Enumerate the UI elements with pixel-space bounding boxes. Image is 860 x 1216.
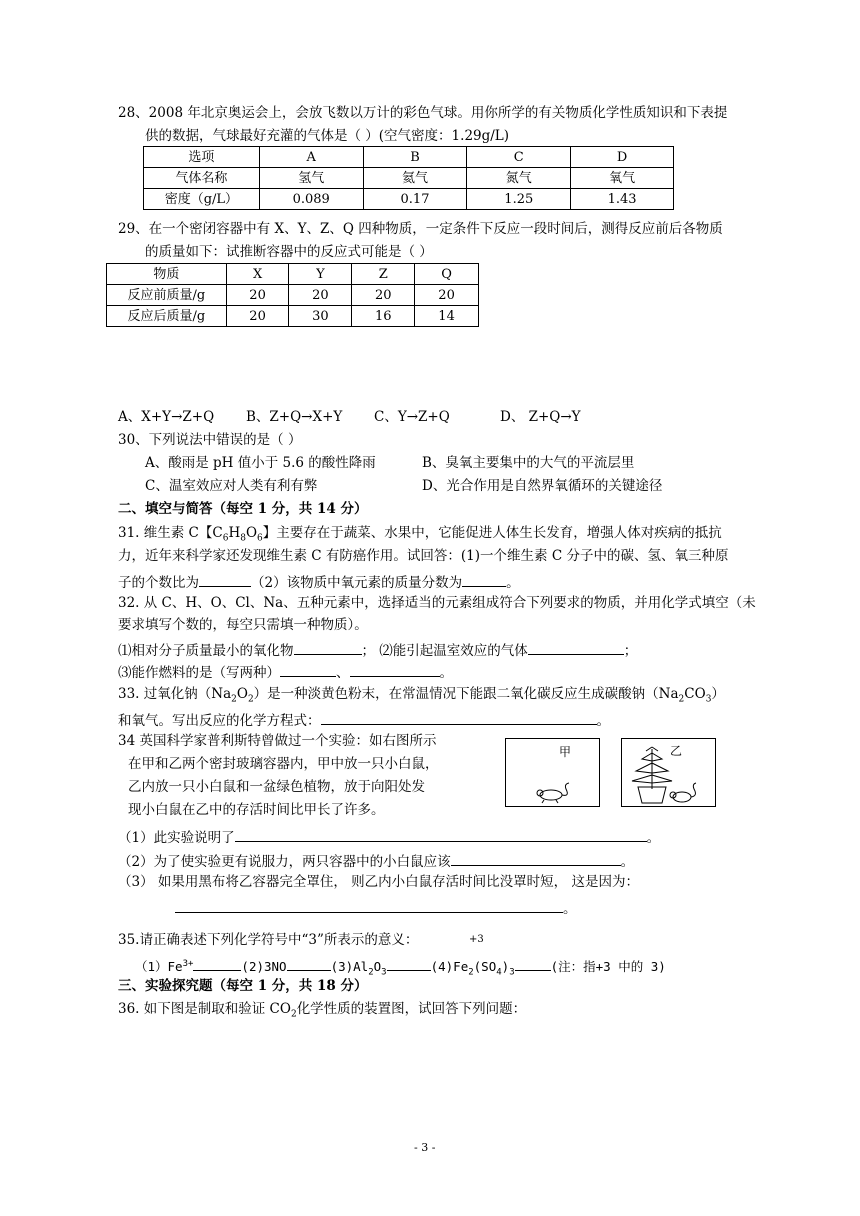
q33-sub: 2 bbox=[247, 694, 254, 705]
q34-line3: 乙内放一只小白鼠和一盆绿色植物，放于向阳处发 bbox=[128, 779, 425, 795]
q33-text: CO bbox=[684, 686, 706, 702]
table-cell: 氮气 bbox=[467, 168, 571, 189]
q30-option-b: B、臭氧主要集中的大气的平流层里 bbox=[422, 455, 635, 471]
q35-text: （1）Fe bbox=[135, 959, 183, 974]
q32-text: ； bbox=[623, 643, 638, 659]
q34-text: （1）此实验说明了 bbox=[118, 830, 235, 846]
q29-line2: 的质量如下：试推断容器中的反应式可能是（ ） bbox=[145, 244, 433, 260]
q31-text: 。 bbox=[506, 575, 520, 591]
table-cell: 20 bbox=[415, 285, 479, 306]
answer-blank[interactable] bbox=[350, 663, 440, 677]
table-header: Y bbox=[289, 264, 352, 285]
q30-stem: 30、下列说法中错误的是（ ） bbox=[118, 432, 302, 448]
q33-sub: 3 bbox=[705, 694, 712, 705]
q35-text: (注：指+3 中的 3) bbox=[550, 959, 666, 974]
table-cell: 20 bbox=[226, 285, 289, 306]
q35-text: (2)3NO bbox=[241, 959, 287, 974]
q31-line1 bbox=[118, 525, 722, 544]
table-cell: 氢气 bbox=[259, 168, 363, 189]
q35-sup: 3+ bbox=[182, 958, 194, 969]
q34-text: 。 bbox=[620, 854, 635, 870]
table-cell: 16 bbox=[352, 306, 415, 327]
container-jia-figure bbox=[505, 738, 600, 807]
q34-sub1 bbox=[118, 828, 660, 846]
q29-option-b: B、Z+Q→X+Y bbox=[246, 409, 343, 425]
table-row bbox=[107, 264, 479, 285]
q35-sub: 2 bbox=[468, 967, 474, 978]
answer-blank[interactable] bbox=[235, 828, 647, 842]
table-header: D bbox=[571, 147, 674, 168]
table-row bbox=[107, 285, 479, 306]
q33-text: 。 bbox=[596, 713, 610, 729]
q32-text: ⑶能作燃料的是（写两种） bbox=[118, 665, 280, 681]
q36-sub: 2 bbox=[290, 1009, 297, 1020]
table-cell: 30 bbox=[289, 306, 352, 327]
q33-text: 和氧气。写出反应的化学方程式： bbox=[118, 713, 321, 729]
table-header: Q bbox=[415, 264, 479, 285]
figure-label-jia: 甲 bbox=[559, 745, 572, 759]
table-cell: 14 bbox=[415, 306, 479, 327]
table-cell: 气体名称 bbox=[144, 168, 260, 189]
mouse-icon bbox=[622, 739, 715, 806]
q34-sub3-answer bbox=[175, 899, 577, 917]
q32-text: 、 bbox=[336, 665, 350, 681]
q34-sub3: （3） 如果用黑布将乙容器完全罩住， 则乙内小白鼠存活时间比没罩时短， 这是因为： bbox=[118, 874, 639, 890]
answer-blank[interactable] bbox=[528, 641, 624, 655]
q32-text: ； ⑵能引起温室效应的气体 bbox=[361, 643, 528, 659]
table-row bbox=[144, 189, 674, 210]
figure-label-yi: 乙 bbox=[670, 744, 683, 758]
q31-line2: 力，近年来科学家还发现维生素 C 有防癌作用。试回答：(1)一个维生素 C 分子中的碳、氢、氧三种原 bbox=[118, 548, 729, 564]
q31-text: （2）该物质中氧元素的质量分数为 bbox=[251, 575, 463, 591]
table-cell: 氦气 bbox=[363, 168, 467, 189]
q35-plus3: +3 bbox=[469, 934, 484, 945]
q32-text: ⑴相对分子质量最小的氧化物 bbox=[118, 643, 294, 659]
q29-line1: 29、在一个密闭容器中有 X、Y、Z、Q 四种物质，一定条件下反应一段时间后，测得反应前后各物质 bbox=[118, 221, 723, 237]
table-cell: 20 bbox=[289, 285, 352, 306]
q33-text: 33. 过氧化钠（Na bbox=[118, 686, 232, 702]
q31-text: O bbox=[245, 525, 258, 541]
q34-line1: 34 英国科学家普利斯特曾做过一个实验：如右图所示 bbox=[118, 733, 437, 749]
section-2-title: 二、填空与简答（每空 1 分，共 14 分） bbox=[118, 501, 368, 517]
q30-option-a: A、酸雨是 pH 值小于 5.6 的酸性降雨 bbox=[145, 455, 376, 471]
q31-text: 子的个数比为 bbox=[118, 575, 199, 591]
table-cell: 氧气 bbox=[571, 168, 674, 189]
q34-line2: 在甲和乙两个密封玻璃容器内，甲中放一只小白鼠， bbox=[128, 756, 439, 772]
q30-option-c: C、温室效应对人类有利有弊 bbox=[145, 478, 318, 494]
answer-blank[interactable] bbox=[193, 957, 241, 971]
answer-blank[interactable] bbox=[321, 711, 597, 725]
q34-line4: 现小白鼠在乙中的存活时间比甲长了许多。 bbox=[128, 802, 385, 818]
q33-line2 bbox=[118, 711, 610, 729]
q28-line2: 供的数据，气球最好充灌的气体是（ ）(空气密度：1.29g/L) bbox=[145, 128, 510, 144]
q33-sub: 2 bbox=[678, 694, 685, 705]
q31-line3 bbox=[118, 573, 520, 591]
q33-text: O bbox=[236, 686, 248, 702]
q32-line2: 要求填写个数的，每空只需填一种物质）。 bbox=[118, 617, 368, 633]
q33-line1 bbox=[118, 686, 725, 705]
q34-sub2 bbox=[118, 852, 634, 870]
q35-parts bbox=[135, 957, 666, 978]
table-cell: 反应前质量/g bbox=[107, 285, 227, 306]
q34-text: 。 bbox=[646, 830, 661, 846]
q32-line1: 32. 从 C、H、O、Cl、Na、五种元素中，选择适当的元素组成符合下列要求的物质，并用化学式填空（未 bbox=[118, 595, 756, 611]
q35-sub: 3 bbox=[509, 967, 515, 978]
q36-text: 36. 如下图是制取和验证 CO bbox=[118, 1001, 291, 1017]
q35-text: O bbox=[373, 959, 382, 974]
q36-stem bbox=[118, 1001, 527, 1020]
q31-sub: 6 bbox=[257, 533, 263, 544]
table-cell: 0.17 bbox=[363, 189, 467, 210]
answer-blank[interactable] bbox=[451, 852, 621, 866]
q35-text: (SO bbox=[473, 959, 497, 974]
table-cell: 20 bbox=[352, 285, 415, 306]
q31-text: 】主要存在于蔬菜、水果中，它能促进人体生长发育，增强人体对疾病的抵抗 bbox=[262, 525, 722, 541]
q28-line1: 28、2008 年北京奥运会上，会放飞数以万计的彩色气球。用你所学的有关物质化学性质知识和下表提 bbox=[118, 105, 728, 121]
q35-text: (3)Al bbox=[330, 959, 369, 974]
q35-text: ) bbox=[501, 959, 510, 974]
mouse-icon bbox=[506, 739, 599, 806]
q33-sub: 2 bbox=[231, 694, 237, 705]
answer-blank[interactable] bbox=[387, 957, 431, 971]
q30-option-d: D、光合作用是自然界氧循环的关键途径 bbox=[422, 478, 663, 494]
section-3-title: 三、实验探究题（每空 1 分，共 18 分） bbox=[118, 978, 368, 994]
q29-table bbox=[106, 263, 479, 327]
table-header: X bbox=[226, 264, 289, 285]
q33-text: ） bbox=[711, 686, 725, 702]
answer-blank[interactable] bbox=[199, 573, 251, 587]
table-cell: 0.089 bbox=[259, 189, 363, 210]
table-row bbox=[144, 147, 674, 168]
answer-blank[interactable] bbox=[294, 641, 362, 655]
page-number: - 3 - bbox=[414, 1141, 436, 1154]
q35-sub: 3 bbox=[381, 967, 387, 978]
answer-blank[interactable] bbox=[515, 957, 551, 971]
table-cell: 反应后质量/g bbox=[107, 306, 227, 327]
q34-text: （2）为了使实验更有说服力，两只容器中的小白鼠应该 bbox=[118, 854, 451, 870]
table-row bbox=[107, 306, 479, 327]
table-header: Z bbox=[352, 264, 415, 285]
q31-text: 31. 维生素 C【C bbox=[118, 525, 223, 541]
answer-blank[interactable] bbox=[287, 957, 331, 971]
q35-text: (4)Fe bbox=[430, 959, 469, 974]
q28-table bbox=[143, 146, 674, 210]
q34-text: 。 bbox=[563, 901, 577, 917]
q29-option-d: D、 Z+Q→Y bbox=[500, 409, 581, 425]
q36-text: 化学性质的装置图，试回答下列问题： bbox=[296, 1001, 527, 1017]
table-cell: 1.43 bbox=[571, 189, 674, 210]
table-header: C bbox=[467, 147, 571, 168]
table-header: B bbox=[363, 147, 467, 168]
table-row bbox=[144, 168, 674, 189]
table-header: 选项 bbox=[144, 147, 260, 168]
q29-option-a: A、X+Y→Z+Q bbox=[118, 409, 215, 425]
q31-text: H bbox=[228, 525, 241, 541]
table-header: 物质 bbox=[107, 264, 227, 285]
answer-blank[interactable] bbox=[175, 899, 563, 913]
q35-sub: 2 bbox=[368, 967, 374, 978]
table-cell: 20 bbox=[226, 306, 289, 327]
q32-line4 bbox=[118, 663, 453, 681]
q35-stem: 35.请正确表述下列化学符号中“3”所表示的意义： bbox=[118, 932, 419, 948]
q31-sub: 6 bbox=[222, 533, 229, 544]
q33-text: ）是一种淡黄色粉末，在常温情况下能跟二氧化碳反应生成碳酸钠（Na bbox=[253, 686, 679, 702]
answer-blank[interactable] bbox=[280, 663, 336, 677]
container-yi-figure bbox=[621, 738, 716, 807]
table-cell: 1.25 bbox=[467, 189, 571, 210]
table-cell: 密度（g/L） bbox=[144, 189, 260, 210]
answer-blank[interactable] bbox=[462, 573, 506, 587]
q32-text: 。 bbox=[439, 665, 453, 681]
q29-option-c: C、Y→Z+Q bbox=[374, 409, 450, 425]
q32-line3 bbox=[118, 641, 637, 659]
q31-sub: 8 bbox=[240, 533, 246, 544]
table-header: A bbox=[259, 147, 363, 168]
q35-sub: 4 bbox=[496, 967, 502, 978]
